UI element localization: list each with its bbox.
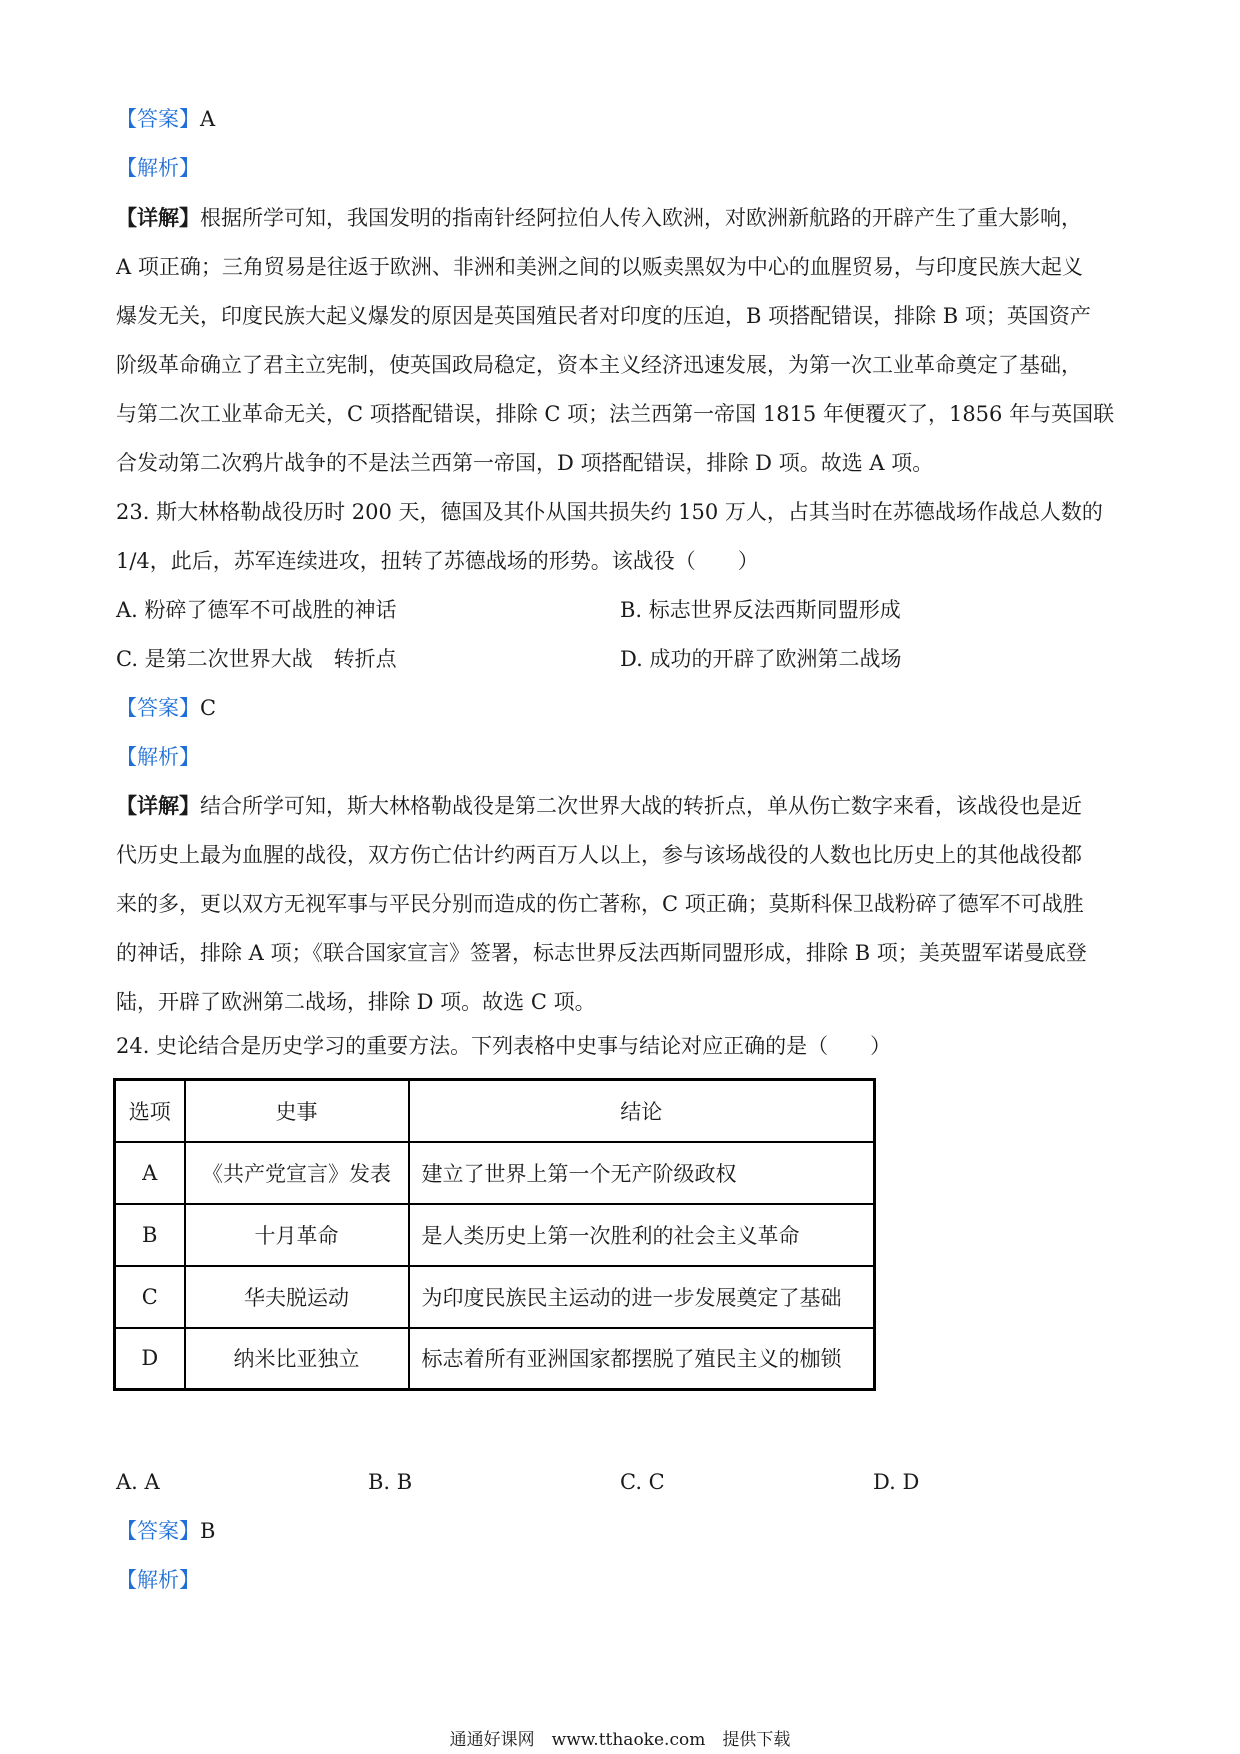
table-cell: 标志着所有亚洲国家都摆脱了殖民主义的枷锁	[409, 1328, 875, 1390]
table-cell: 十月革命	[185, 1204, 409, 1266]
q23-option-c: C. 是第二次世界大战 转折点	[116, 647, 397, 671]
q24-answer-value: B	[200, 1519, 216, 1543]
table-cell: 《共产党宣言》发表	[185, 1142, 409, 1204]
q23-detail-line-1: 【详解】结合所学可知，斯大林格勒战役是第二次世界大战的转折点，单从伤亡数字来看，该战役也是近	[116, 793, 1082, 818]
q22-detail-line-1: 【详解】根据所学可知，我国发明的指南针经阿拉伯人传入欧洲，对欧洲新航路的开辟产生了重大影响，	[116, 205, 1082, 230]
q24-option-c: C. C	[620, 1470, 665, 1494]
table-header-row	[115, 1080, 875, 1142]
q22-detail-line-6: 合发动第二次鸦片战争的不是法兰西第一帝国，D 项搭配错误，排除 D 项。故选 A 项。	[116, 451, 934, 475]
q23-option-d: D. 成功的开辟了欧洲第二战场	[620, 647, 902, 671]
q23-analysis-tag: 【解析】	[116, 745, 200, 769]
q23-detail-line-2: 代历史上最为血腥的战役，双方伤亡估计约两百万人以上，参与该场战役的人数也比历史上的其他战役都	[116, 843, 1082, 867]
q23-detail-line-4: 的神话，排除 A 项；《联合国家宣言》签署，标志世界反法西斯同盟形成，排除 B 项；美英盟军诺曼底登	[116, 941, 1087, 965]
table-cell: 建立了世界上第一个无产阶级政权	[409, 1142, 875, 1204]
table-cell: 为印度民族民主运动的进一步发展奠定了基础	[409, 1266, 875, 1328]
q22-answer-tag: 【答案】	[116, 107, 200, 131]
q24-table	[113, 1078, 876, 1391]
q23-answer-line	[116, 693, 216, 723]
q22-detail-line-4: 阶级革命确立了君主立宪制，使英国政局稳定，资本主义经济迅速发展，为第一次工业革命奠定了基础，	[116, 353, 1082, 377]
q23-detail-line-5: 陆，开辟了欧洲第二战场，排除 D 项。故选 C 项。	[116, 990, 596, 1014]
q22-detail-line-3: 爆发无关，印度民族大起义爆发的原因是英国殖民者对印度的压迫，B 项搭配错误，排除 B 项；英国资产	[116, 304, 1091, 328]
q24-option-a: A. A	[116, 1470, 160, 1494]
q23-option-a: A. 粉碎了德军不可战胜的神话	[116, 598, 397, 622]
q22-detail-line-2: A 项正确；三角贸易是往返于欧洲、非洲和美洲之间的以贩卖黑奴为中心的血腥贸易，与印度民族大起义	[116, 255, 1083, 279]
q22-answer-value: A	[200, 107, 216, 131]
q22-answer-line	[116, 104, 215, 134]
q22-detail-tag: 【详解】	[116, 205, 200, 230]
table-header-cell: 选项	[115, 1080, 185, 1142]
table-row	[115, 1266, 875, 1328]
q24-option-d: D. D	[873, 1470, 920, 1494]
q22-detail-line-5: 与第二次工业革命无关，C 项搭配错误，排除 C 项；法兰西第一帝国 1815 年便覆灭了，1856 年与英国联	[116, 402, 1115, 426]
q24-analysis-tag: 【解析】	[116, 1568, 200, 1592]
table-cell: C	[115, 1266, 185, 1328]
q24-option-b: B. B	[368, 1470, 413, 1494]
table-header-cell: 结论	[409, 1080, 875, 1142]
q23-answer-value: C	[200, 696, 217, 720]
table-cell: B	[115, 1204, 185, 1266]
q23-option-b: B. 标志世界反法西斯同盟形成	[620, 598, 901, 622]
table-cell: 华夫脱运动	[185, 1266, 409, 1328]
q23-stem-line-2: 1/4，此后，苏军连续进攻，扭转了苏德战场的形势。该战役（ ）	[116, 549, 759, 573]
table-row	[115, 1142, 875, 1204]
q22-analysis-tag: 【解析】	[116, 156, 200, 180]
q23-stem-line-1: 23. 斯大林格勒战役历时 200 天，德国及其仆从国共损失约 150 万人，占其当时在苏德战场作战总人数的	[116, 500, 1103, 524]
q24-answer-tag: 【答案】	[116, 1519, 200, 1543]
q24-answer-line	[116, 1516, 215, 1546]
q23-detail-tag: 【详解】	[116, 793, 200, 818]
q23-answer-tag: 【答案】	[116, 696, 200, 720]
table-cell: A	[115, 1142, 185, 1204]
table-cell: D	[115, 1328, 185, 1390]
q24-stem: 24. 史论结合是历史学习的重要方法。下列表格中史事与结论对应正确的是（ ）	[116, 1034, 892, 1058]
table-cell: 纳米比亚独立	[185, 1328, 409, 1390]
table-cell: 是人类历史上第一次胜利的社会主义革命	[409, 1204, 875, 1266]
q23-detail-line-3: 来的多，更以双方无视军事与平民分别而造成的伤亡著称，C 项正确；莫斯科保卫战粉碎了德军不可战胜	[116, 892, 1084, 916]
page-footer: 通通好课网 www.tthaoke.com 提供下载	[449, 1730, 791, 1750]
table-row	[115, 1328, 875, 1390]
table-row	[115, 1204, 875, 1266]
table-header-cell: 史事	[185, 1080, 409, 1142]
